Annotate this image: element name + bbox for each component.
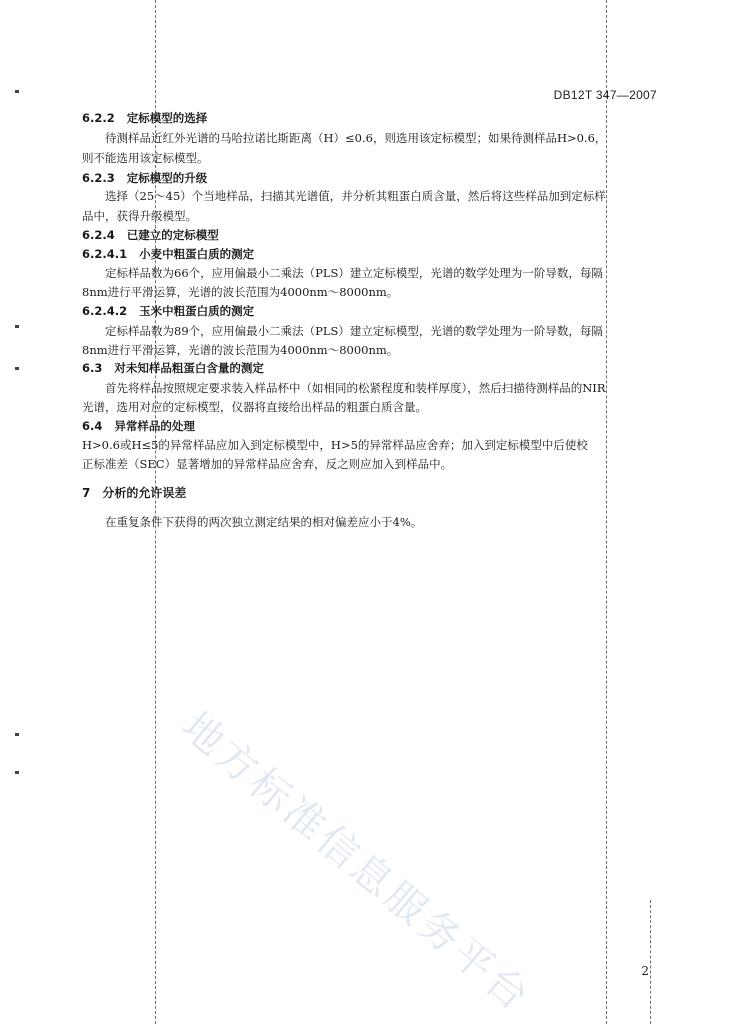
section-title: 玉米中粗蛋白质的测定 [139, 304, 255, 318]
section-heading-6-2-4 [82, 227, 219, 243]
section-heading-6-2-4-1 [82, 246, 254, 262]
section-title: 异常样品的处理 [114, 419, 195, 433]
paragraph-line: 定标样品数为89个，应用偏最小二乘法（PLS）建立定标模型，光谱的数学处理为一阶导数，每隔 [105, 324, 603, 338]
section-title: 小麦中粗蛋白质的测定 [139, 247, 255, 261]
paragraph-line: 品中，获得升级模型。 [82, 209, 197, 223]
section-number: 6.2.4.2 [82, 304, 128, 318]
section-title: 分析的允许误差 [102, 486, 187, 500]
paragraph-line: 正标准差（SEC）显著增加的异常样品应舍弃，反之则应加入到样品中。 [82, 457, 453, 471]
section-heading-6-2-3 [82, 170, 207, 186]
paragraph-line: 8nm进行平滑运算，光谱的波长范围为4000nm～8000nm。 [82, 343, 399, 357]
section-title: 定标模型的选择 [126, 111, 208, 125]
section-title: 定标模型的升级 [126, 171, 208, 185]
paragraph-line: 选择（25～45）个当地样品，扫描其光谱值，并分析其粗蛋白质含量，然后将这些样品加到定标样 [105, 189, 606, 203]
watermark: 地方标准信息服务平台 [172, 703, 540, 1022]
paragraph-line: 定标样品数为66个，应用偏最小二乘法（PLS）建立定标模型，光谱的数学处理为一阶导数，每隔 [105, 266, 603, 280]
section-number: 6.2.4 [82, 228, 115, 242]
section-heading-6-2-2 [82, 110, 207, 126]
section-heading-7 [82, 485, 186, 501]
section-number: 6.2.4.1 [82, 247, 128, 261]
section-heading-6-4 [82, 418, 195, 434]
paragraph-line: 在重复条件下获得的两次独立测定结果的相对偏差应小于4%。 [105, 515, 423, 529]
paragraph-line: 则不能选用该定标模型。 [82, 151, 209, 165]
section-title: 已建立的定标模型 [126, 228, 219, 242]
paragraph-line: 8nm进行平滑运算，光谱的波长范围为4000nm～8000nm。 [82, 285, 399, 299]
section-number: 6.3 [82, 361, 103, 375]
section-heading-6-3 [82, 360, 264, 376]
section-number: 6.2.2 [82, 111, 115, 125]
section-heading-6-2-4-2 [82, 303, 254, 319]
paragraph-line: 首先将样品按照规定要求装入样品杯中（如相同的松紧程度和装样厚度），然后扫描待测样品的NIR [105, 381, 606, 395]
paragraph-line: H>0.6或H≤5的异常样品应加入到定标模型中，H>5的异常样品应舍弃；加入到定标模型中后使校 [82, 438, 588, 452]
document-code: DB12T 347—2007 [553, 88, 657, 102]
section-number: 6.2.3 [82, 171, 115, 185]
section-title: 对未知样品粗蛋白含量的测定 [114, 361, 264, 375]
paragraph-line: 待测样品近红外光谱的马哈拉诺比斯距离（H）≤0.6，则选用该定标模型；如果待测样品H>0.6， [105, 131, 607, 145]
paragraph-line: 光谱，选用对应的定标模型，仪器将直接给出样品的粗蛋白质含量。 [82, 400, 427, 414]
page-number: 2 [641, 964, 649, 978]
section-number: 6.4 [82, 419, 103, 433]
section-number: 7 [82, 486, 91, 500]
